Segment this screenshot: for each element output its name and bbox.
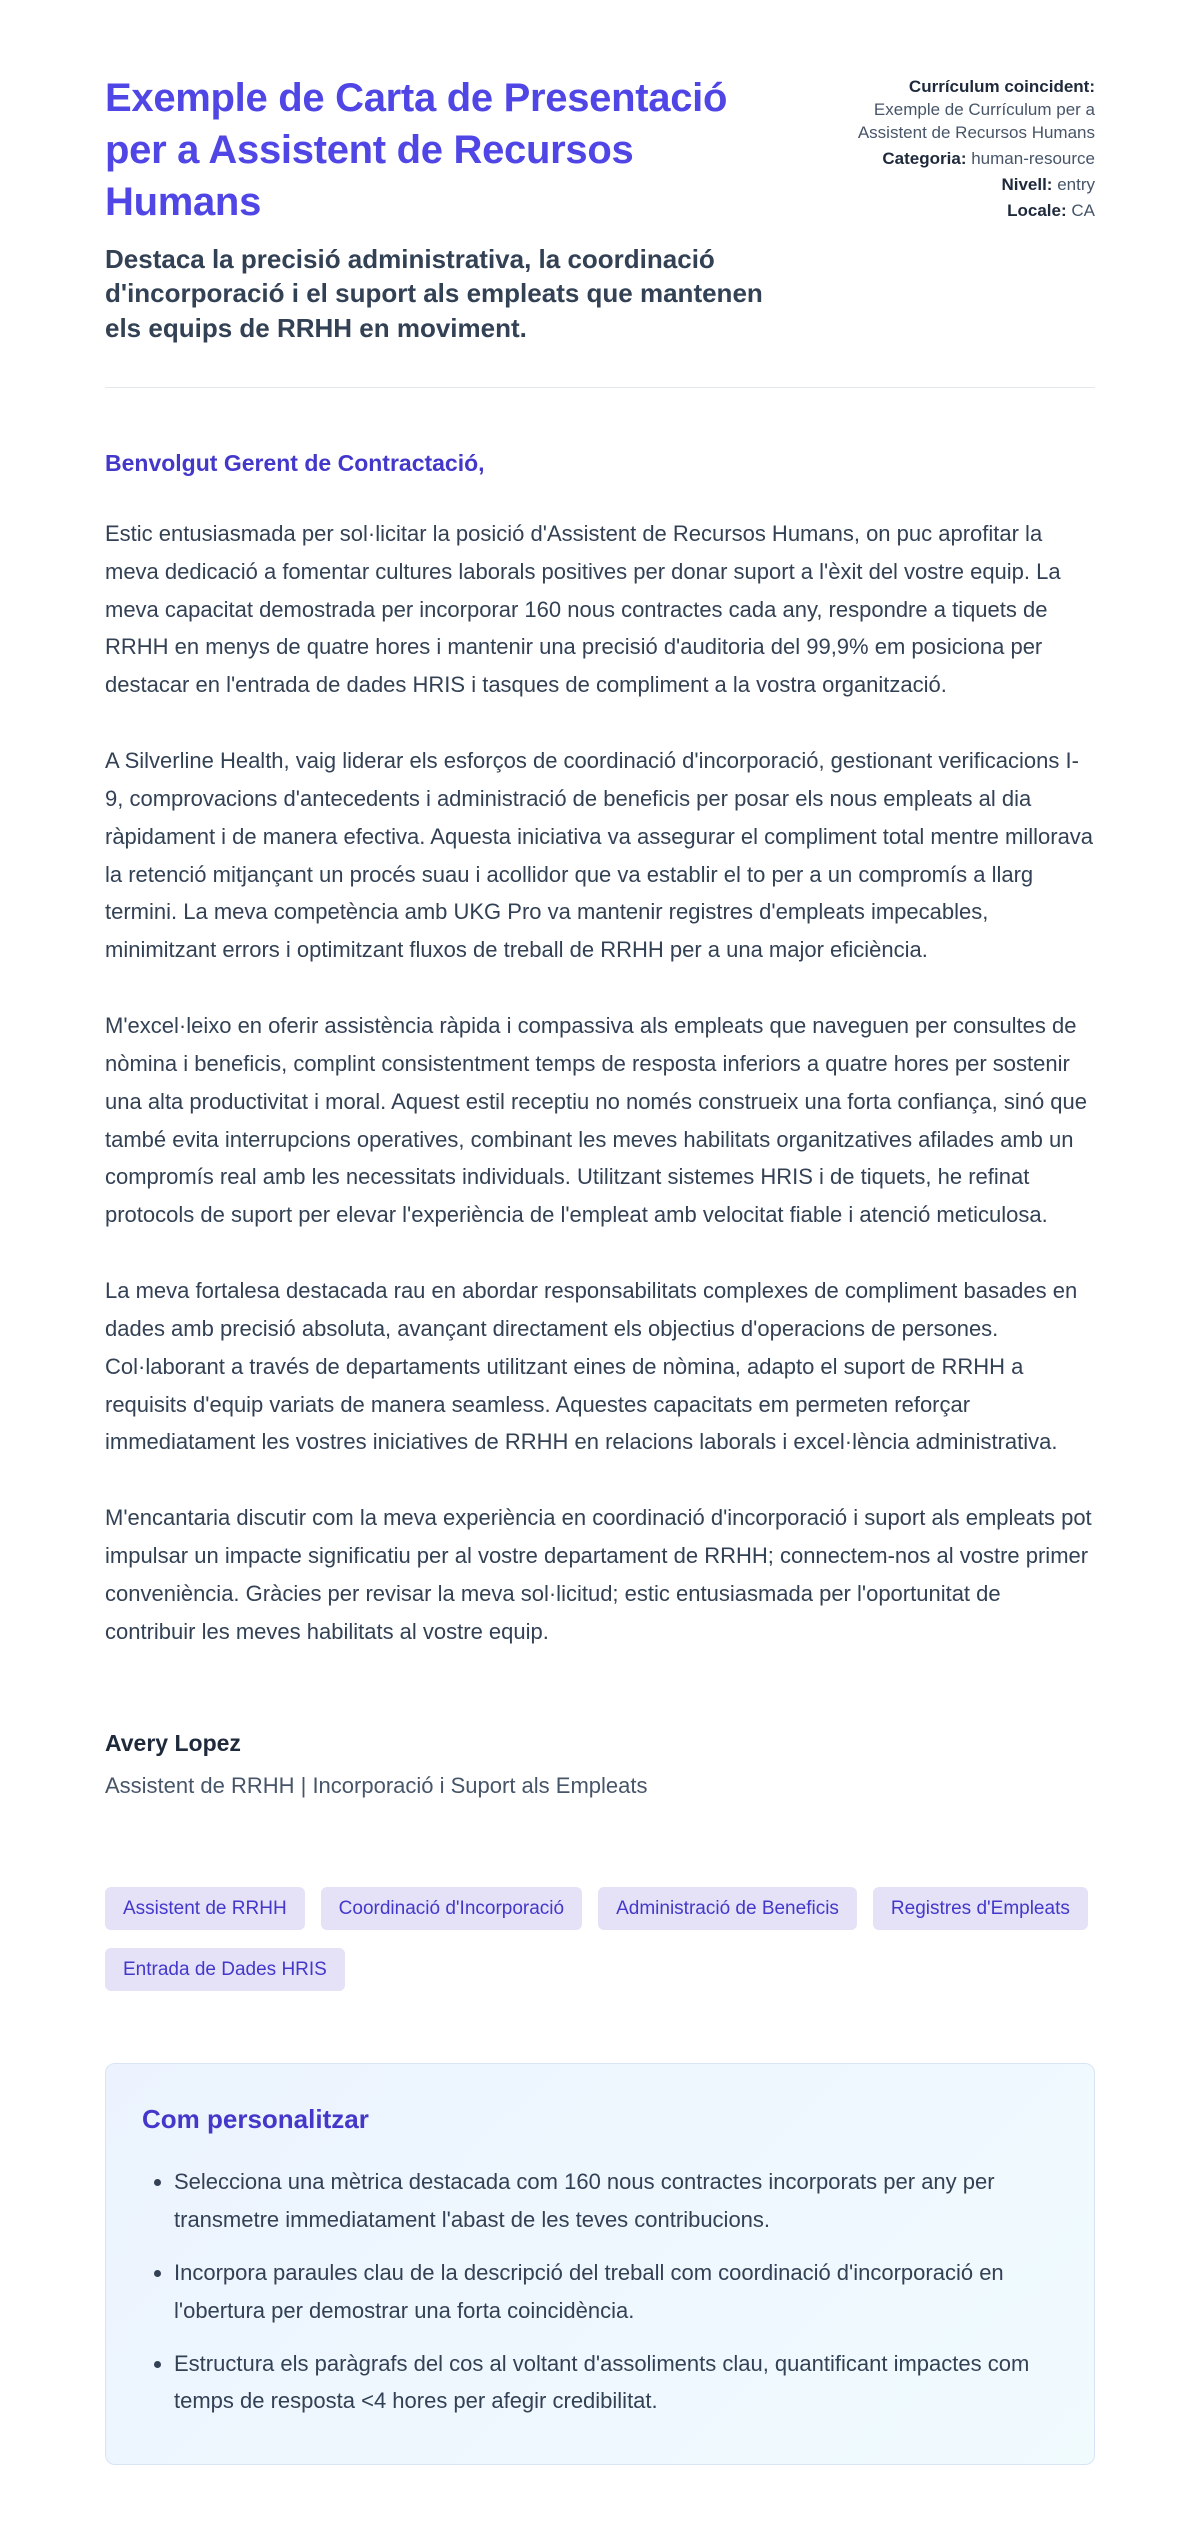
tag-chip: Administració de Beneficis bbox=[598, 1887, 857, 1930]
callout-title: Com personalitzar bbox=[142, 2104, 369, 2135]
matching-resume-value: Exemple de Currículum per a Assistent de Recursos Humans bbox=[857, 99, 1095, 142]
callout-bullet: • Incorpora paraules clau de la descripció del treball com coordinació d'incorporació en l'obertura per demostrar una forta coincidència. bbox=[174, 2254, 1058, 2329]
callout-bullet-list bbox=[142, 2163, 1058, 2419]
letter-greeting: Benvolgut Gerent de Contractació, bbox=[105, 449, 485, 476]
matching-resume-label: Currículum coincident: bbox=[908, 77, 1095, 96]
meta-category bbox=[840, 148, 1095, 171]
signature-role: Assistent de RRHH | Incorporació i Suport als Empleats bbox=[105, 1773, 648, 1799]
locale-value: CA bbox=[1071, 200, 1095, 220]
meta-level bbox=[840, 174, 1095, 197]
tag-chip: Assistent de RRHH bbox=[105, 1887, 305, 1930]
tag-chip: Entrada de Dades HRIS bbox=[105, 1948, 345, 1991]
category-value: human-resource bbox=[971, 148, 1095, 168]
customization-callout bbox=[105, 2063, 1095, 2464]
header-title-block bbox=[105, 72, 792, 345]
letter-paragraph: M'excel·leixo en oferir assistència ràpida i compassiva als empleats que naveguen per consultes de nòmina i beneficis, complint consistentment temps de resposta inferiors a quatre hores per sostenir una alta productivitat i moral. Aquest estil receptiu no només construeix una forta confiança, sinó que també evita interrupcions operatives, combinant les meves habilitats organitzatives afilades amb un compromís real amb les necessitats individuals. Utilitzant sistemes HRIS i de tiquets, he refinat protocols de suport per elevar l'experiència de l'empleat amb velocitat fiable i atenció meticulosa. bbox=[105, 1013, 1088, 1228]
letter-paragraph: La meva fortalesa destacada rau en abordar responsabilitats complexes de compliment basades en dades amb precisió absoluta, avançant directament els objectius d'operacions de persones. Col·laborant a través de departaments utilitzant eines de nòmina, adapto el suport de RRHH a requisits d'equip variats de manera seamless. Aquestes capacitats em permeten reforçar immediatament les vostres iniciatives de RRHH en relacions laborals i excel·lència administrativa. bbox=[105, 1278, 1078, 1455]
cover-letter-page bbox=[105, 0, 1095, 2525]
callout-bullet: • Estructura els paràgrafs del cos al voltant d'assoliments clau, quantificant impactes com temps de resposta <4 hores per afegir credibilitat. bbox=[174, 2345, 1058, 2420]
tag-chip: Coordinació d'Incorporació bbox=[321, 1887, 582, 1930]
page-title: Exemple de Carta de Presentació per a Assistent de Recursos Humans bbox=[105, 76, 728, 224]
keyword-tags bbox=[105, 1887, 1095, 1991]
level-label: Nivell: bbox=[1001, 174, 1053, 194]
level-value: entry bbox=[1057, 174, 1095, 194]
page-header bbox=[105, 72, 1095, 345]
letter-body bbox=[105, 450, 1095, 1800]
meta-panel bbox=[840, 72, 1095, 345]
page-subtitle: Destaca la precisió administrativa, la coordinació d'incorporació i el suport als empleats que mantenen els equips de RRHH en moviment. bbox=[105, 244, 763, 343]
letter-paragraph: M'encantaria discutir com la meva experiència en coordinació d'incorporació i suport als empleats pot impulsar un impacte significatiu per al vostre departament de RRHH; connectem-nos al vostre primer conveniència. Gràcies per revisar la meva sol·licitud; estic entusiasmada per l'oportunitat de contribuir les meves habilitats al vostre equip. bbox=[105, 1505, 1092, 1644]
callout-bullet: • Selecciona una mètrica destacada com 160 nous contractes incorporats per any per transmetre immediatament l'abast de les teves contribucions. bbox=[174, 2163, 1058, 2238]
category-label: Categoria: bbox=[882, 148, 967, 168]
meta-locale bbox=[840, 200, 1095, 223]
tag-chip: Registres d'Empleats bbox=[873, 1887, 1088, 1930]
signature-name: Avery Lopez bbox=[105, 1730, 241, 1757]
letter-paragraph: A Silverline Health, vaig liderar els esforços de coordinació d'incorporació, gestionant verificacions I-9, comprovacions d'antecedents i administració de beneficis per posar els nous empleats al dia ràpidament i de manera efectiva. Aquesta iniciativa va assegurar el compliment total mentre millorava la retenció mitjançant un procés suau i acollidor que va establir el to per a un compromís a llarg termini. La meva competència amb UKG Pro va mantenir registres d'empleats impecables, minimitzant errors i optimitzant fluxos de treball de RRHH per a una major eficiència. bbox=[105, 748, 1094, 963]
meta-matching-resume bbox=[840, 76, 1095, 145]
header-divider bbox=[105, 387, 1095, 388]
locale-label: Locale: bbox=[1007, 200, 1067, 220]
letter-paragraph: Estic entusiasmada per sol·licitar la posició d'Assistent de Recursos Humans, on puc aprofitar la meva dedicació a fomentar cultures laborals positives per donar suport a l'èxit del vostre equip. La meva capacitat demostrada per incorporar 160 nous contractes cada any, respondre a tiquets de RRHH en menys de quatre hores i mantenir una precisió d'auditoria del 99,9% em posiciona per destacar en l'entrada de dades HRIS i tasques de compliment a la vostra organització. bbox=[105, 520, 1061, 698]
